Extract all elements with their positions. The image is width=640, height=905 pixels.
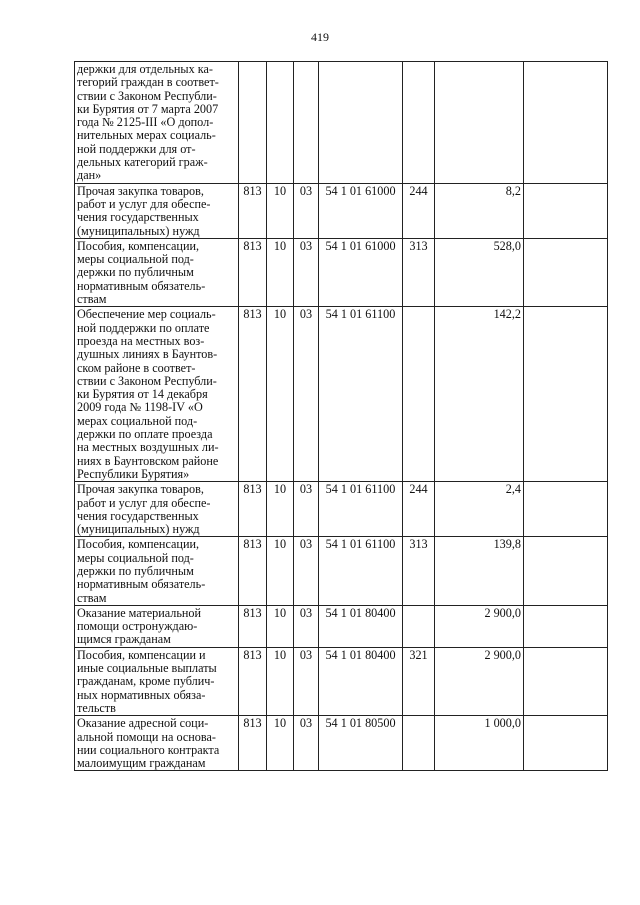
subsection-code-cell: 03 (294, 605, 319, 647)
item-name-line: щимся гражданам (77, 632, 171, 647)
item-name-line: работ и услуг для обеспе- (77, 196, 211, 211)
item-name-line: ствии с Законом Республи- (77, 88, 217, 103)
item-name-line: на местных воздушных ли- (77, 440, 219, 455)
page-number: 419 (311, 30, 329, 44)
amount-cell: 528,0 (435, 238, 524, 306)
section-code-cell: 10 (267, 307, 294, 482)
item-name-line: душных линиях в Баунтов- (77, 347, 218, 362)
item-name-line: работ и услуг для обеспе- (77, 495, 211, 510)
item-name-line: Прочая закупка товаров, (77, 183, 204, 198)
expense-type-cell: 244 (403, 482, 435, 537)
subsection-code-cell: 03 (294, 238, 319, 306)
expense-type-cell (403, 716, 435, 771)
item-name-cell (75, 647, 239, 715)
item-name-line: держки по публичным (77, 563, 194, 578)
item-name-line: ных нормативных обяза- (77, 687, 206, 702)
extra-cell (524, 537, 608, 605)
item-name-line: ной поддержки для от- (77, 141, 196, 156)
item-name-line: нормативным обязатель- (77, 577, 206, 592)
item-name-cell (75, 238, 239, 306)
amount-cell: 8,2 (435, 183, 524, 238)
extra-cell (524, 482, 608, 537)
expense-type-cell: 313 (403, 238, 435, 306)
item-name-line: Оказание материальной (77, 605, 202, 620)
subsection-code-cell: 03 (294, 307, 319, 482)
item-name-cell (75, 183, 239, 238)
item-name-line: Пособия, компенсации и (77, 647, 206, 662)
item-name-line: помощи остронуждаю- (77, 619, 198, 634)
target-article-cell: 54 1 01 80400 (319, 605, 403, 647)
table-row (75, 716, 608, 771)
subsection-code-cell: 03 (294, 716, 319, 771)
item-name-line: меры социальной под- (77, 252, 194, 267)
expense-type-cell: 244 (403, 183, 435, 238)
item-name-line: ки Бурятия от 14 декабря (77, 387, 208, 402)
grbs-code-cell: 813 (239, 307, 267, 482)
target-article-cell: 54 1 01 80400 (319, 647, 403, 715)
table-row (75, 183, 608, 238)
extra-cell (524, 238, 608, 306)
section-code-cell: 10 (267, 605, 294, 647)
item-name-line: дан» (77, 168, 102, 183)
target-article-cell: 54 1 01 61100 (319, 537, 403, 605)
item-name-line: мерах социальной под- (77, 413, 198, 428)
item-name-cell (75, 537, 239, 605)
target-article-cell: 54 1 01 61100 (319, 307, 403, 482)
item-name-line: нительных мерах социаль- (77, 128, 216, 143)
item-name-line: гражданам, кроме публич- (77, 674, 215, 689)
target-article-cell: 54 1 01 61000 (319, 238, 403, 306)
item-name-line: ском районе в соответ- (77, 360, 196, 375)
subsection-code-cell: 03 (294, 482, 319, 537)
section-code-cell: 10 (267, 482, 294, 537)
item-name-cell (75, 482, 239, 537)
item-name-line: ствам (77, 292, 107, 307)
grbs-code-cell: 813 (239, 716, 267, 771)
expense-type-cell (403, 62, 435, 184)
item-name-line: тегорий граждан в соответ- (77, 75, 219, 90)
item-name-line: чения государственных (77, 508, 199, 523)
grbs-code-cell (239, 62, 267, 184)
extra-cell (524, 183, 608, 238)
extra-cell (524, 307, 608, 482)
item-name-line: нии социального контракта (77, 742, 220, 757)
amount-cell: 2 900,0 (435, 647, 524, 715)
subsection-code-cell: 03 (294, 537, 319, 605)
target-article-cell: 54 1 01 61100 (319, 482, 403, 537)
item-name-line: Оказание адресной соци- (77, 716, 209, 731)
item-name-line: Республики Бурятия» (77, 466, 190, 481)
section-code-cell: 10 (267, 183, 294, 238)
grbs-code-cell: 813 (239, 238, 267, 306)
item-name-line: 2009 года № 1198-IV «О (77, 400, 203, 415)
budget-table (74, 61, 608, 771)
amount-cell (435, 62, 524, 184)
item-name-line: чения государственных (77, 210, 199, 225)
item-name-line: (муниципальных) нужд (77, 522, 200, 537)
extra-cell (524, 647, 608, 715)
item-name-line: малоимущим гражданам (77, 756, 206, 771)
item-name-line: Пособия, компенсации, (77, 537, 200, 552)
item-name-line: ниях в Баунтовском районе (77, 453, 219, 468)
subsection-code-cell: 03 (294, 647, 319, 715)
section-code-cell: 10 (267, 537, 294, 605)
item-name-cell (75, 62, 239, 184)
table-row (75, 62, 608, 184)
amount-cell: 142,2 (435, 307, 524, 482)
budget-table-body (75, 62, 608, 771)
item-name-line: ствии с Законом Республи- (77, 373, 217, 388)
item-name-line: проезда на местных воз- (77, 333, 205, 348)
item-name-line: года № 2125-III «О допол- (77, 115, 214, 130)
section-code-cell: 10 (267, 238, 294, 306)
section-code-cell (267, 62, 294, 184)
grbs-code-cell: 813 (239, 605, 267, 647)
item-name-line: иные социальные выплаты (77, 661, 217, 676)
extra-cell (524, 716, 608, 771)
table-row (75, 307, 608, 482)
item-name-cell (75, 605, 239, 647)
item-name-line: дельных категорий граж- (77, 155, 208, 170)
grbs-code-cell: 813 (239, 482, 267, 537)
item-name-line: (муниципальных) нужд (77, 223, 200, 238)
amount-cell: 2,4 (435, 482, 524, 537)
expense-type-cell (403, 307, 435, 482)
grbs-code-cell: 813 (239, 183, 267, 238)
subsection-code-cell (294, 62, 319, 184)
item-name-line: меры социальной под- (77, 550, 194, 565)
item-name-line: держки по оплате проезда (77, 427, 213, 442)
table-row (75, 482, 608, 537)
expense-type-cell (403, 605, 435, 647)
item-name-line: ной поддержки по оплате (77, 320, 210, 335)
amount-cell: 2 900,0 (435, 605, 524, 647)
item-name-line: ки Бурятия от 7 марта 2007 (77, 101, 219, 116)
extra-cell (524, 62, 608, 184)
table-row (75, 238, 608, 306)
grbs-code-cell: 813 (239, 537, 267, 605)
section-code-cell: 10 (267, 716, 294, 771)
item-name-line: держки для отдельных ка- (77, 62, 213, 76)
item-name-cell (75, 307, 239, 482)
item-name-line: тельств (77, 700, 116, 715)
table-row (75, 647, 608, 715)
grbs-code-cell: 813 (239, 647, 267, 715)
expense-type-cell: 313 (403, 537, 435, 605)
item-name-line: альной помощи на основа- (77, 729, 216, 744)
table-row (75, 605, 608, 647)
section-code-cell: 10 (267, 647, 294, 715)
target-article-cell (319, 62, 403, 184)
item-name-line: держки по публичным (77, 265, 194, 280)
subsection-code-cell: 03 (294, 183, 319, 238)
amount-cell: 139,8 (435, 537, 524, 605)
amount-cell: 1 000,0 (435, 716, 524, 771)
item-name-line: Обеспечение мер социаль- (77, 307, 216, 322)
item-name-line: нормативным обязатель- (77, 278, 206, 293)
item-name-line: Прочая закупка товаров, (77, 482, 204, 497)
item-name-line: Пособия, компенсации, (77, 238, 200, 253)
table-row (75, 537, 608, 605)
extra-cell (524, 605, 608, 647)
item-name-line: ствам (77, 590, 107, 605)
item-name-cell (75, 716, 239, 771)
target-article-cell: 54 1 01 61000 (319, 183, 403, 238)
target-article-cell: 54 1 01 80500 (319, 716, 403, 771)
expense-type-cell: 321 (403, 647, 435, 715)
